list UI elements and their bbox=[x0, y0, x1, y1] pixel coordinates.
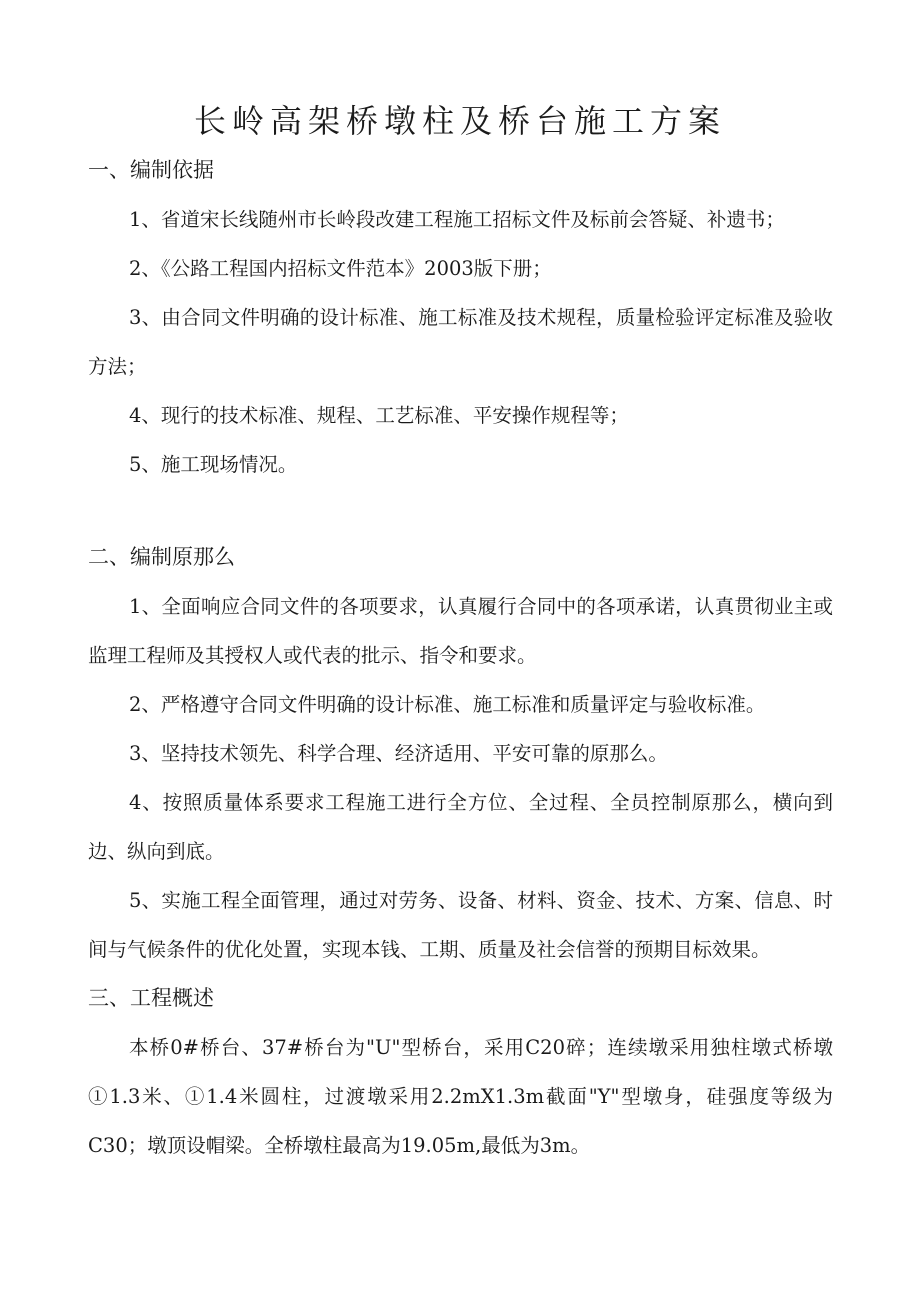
list-item: 4、按照质量体系要求工程施工进行全方位、全过程、全员控制原那么，横向到边、纵向到底。 bbox=[88, 791, 833, 863]
list-item: 2、严格遵守合同文件明确的设计标准、施工标准和质量评定与验收标准。 bbox=[129, 693, 766, 716]
section-heading: 一、编制依据 bbox=[88, 158, 214, 182]
list-item: 3、由合同文件明确的设计标准、施工标准及技术规程，质量检验评定标准及验收方法； bbox=[88, 306, 833, 378]
section-principles bbox=[88, 533, 833, 1170]
list-item: 3、坚持技术领先、科学合理、经济适用、平安可靠的原那么。 bbox=[129, 742, 668, 765]
list-item: 1、全面响应合同文件的各项要求，认真履行合同中的各项承诺，认真贯彻业主或监理工程师及其授权人或代表的批示、指令和要求。 bbox=[88, 595, 833, 667]
section-heading: 二、编制原那么 bbox=[88, 545, 235, 569]
list-item: 5、施工现场情况。 bbox=[129, 453, 298, 476]
list-item: 5、实施工程全面管理，通过对劳务、设备、材料、资金、技术、方案、信息、时间与气候条件的优化处置，实现本钱、工期、质量及社会信誉的预期目标效果。 bbox=[88, 889, 833, 961]
section-heading: 三、工程概述 bbox=[88, 986, 214, 1010]
overview-paragraph: 本桥0#桥台、37#桥台为"U"型桥台，采用C20碎；连续墩采用独柱墩式桥墩①1.3米、①1.4米圆柱，过渡墩采用2.2mX1.3m截面"Y"型墩身，硅强度等级为C30；墩顶设帽梁。全桥墩柱最高为19.05m,最低为3m。 bbox=[88, 1036, 833, 1157]
list-item: 1、省道宋长线随州市长岭段改建工程施工招标文件及标前会答疑、补遗书； bbox=[129, 208, 785, 231]
section-basis bbox=[88, 146, 833, 489]
list-item: 4、现行的技术标准、规程、工艺标准、平安操作规程等； bbox=[129, 404, 629, 427]
list-item: 2、《公路工程国内招标文件范本》2003版下册； bbox=[129, 257, 552, 280]
document-title: 长岭高架桥墩柱及桥台施工方案 bbox=[193, 102, 726, 140]
